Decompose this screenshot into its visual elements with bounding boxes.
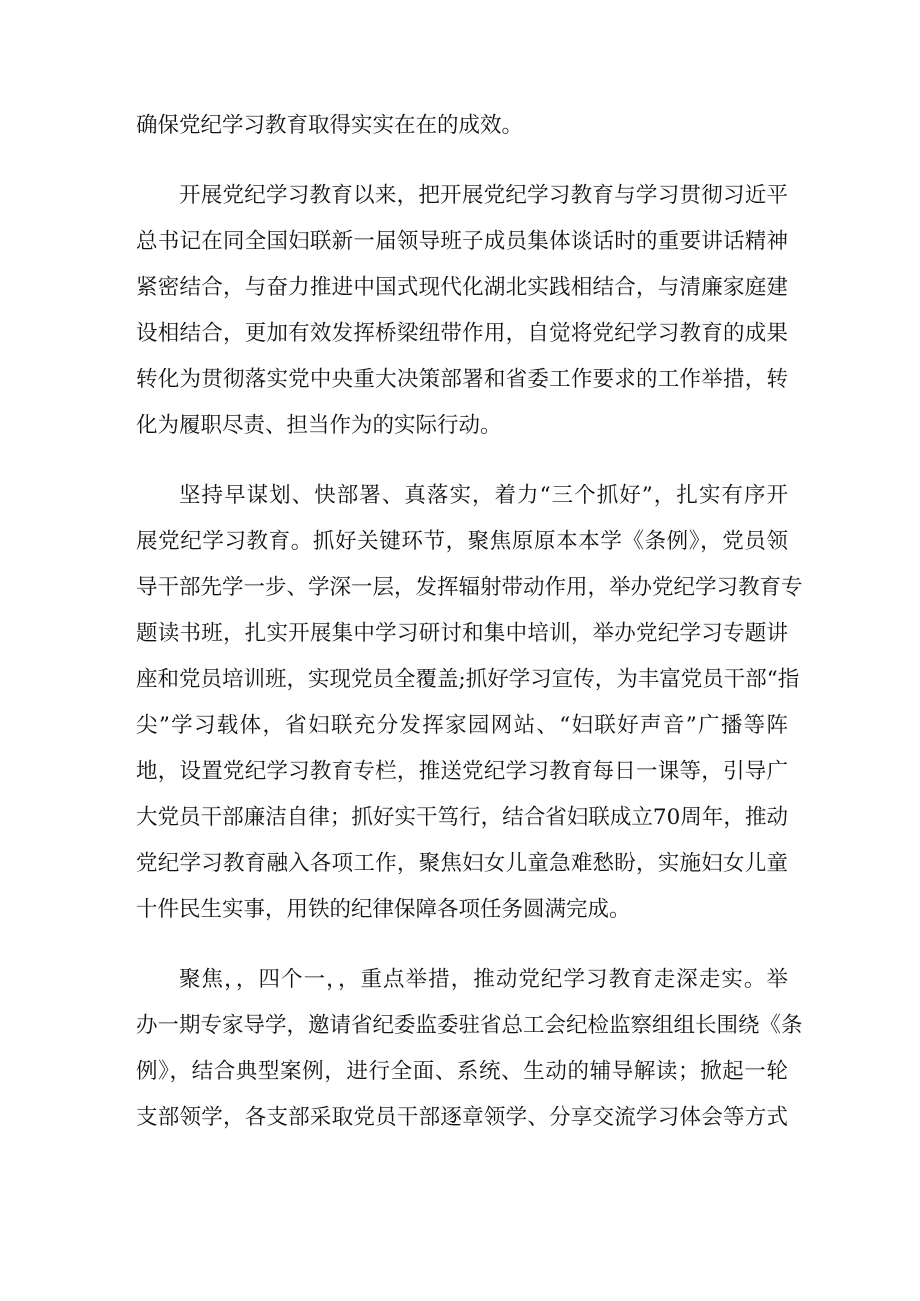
text-line: 例》，结合典型案例，进行全面、系统、生动的辅导解读；掀起一轮 <box>136 1059 788 1084</box>
text-line: 地，设置党纪学习教育专栏，推送党纪学习教育每日一课等，引导广 <box>136 759 788 784</box>
text-line: 转化为贯彻落实党中央重大决策部署和省委工作要求的工作举措，转 <box>136 367 788 392</box>
text-line: 展党纪学习教育。抓好关键环节，聚焦原原本本学《条例》，党员领 <box>136 529 788 554</box>
text-line: 题读书班，扎实开展集中学习研讨和集中培训，举办党纪学习专题讲 <box>136 621 788 646</box>
text-line: 开展党纪学习教育以来，把开展党纪学习教育与学习贯彻习近平 <box>179 183 788 208</box>
text-line: 座和党员培训班，实现党员全覆盖;抓好学习宣传，为丰富党员干部“指 <box>136 667 800 692</box>
document-body <box>136 103 803 1165</box>
text-line: 导干部先学一步、学深一层，发挥辐射带动作用，举办党纪学习教育专 <box>136 575 803 600</box>
paragraph-1 <box>136 103 788 149</box>
text-line: 办一期专家导学，邀请省纪委监委驻省总工会纪检监察组组长围绕《条 <box>136 1013 803 1038</box>
text-line: 化为履职尽责、担当作为的实际行动。 <box>136 413 502 438</box>
text-line: 十件民生实事，用铁的纪律保障各项任务圆满完成。 <box>136 897 631 922</box>
paragraph-4 <box>136 957 803 1141</box>
text-line: 大党员干部廉洁自律；抓好实干笃行，结合省妇联成立70周年，推动 <box>136 805 788 830</box>
paragraph-2 <box>136 173 788 449</box>
text-line: 确保党纪学习教育取得实实在在的成效。 <box>136 113 524 138</box>
text-line: 聚焦，，四个一，，重点举措，推动党纪学习教育走深走实。举 <box>179 967 788 992</box>
text-line: 党纪学习教育融入各项工作，聚焦妇女儿童急难愁盼，实施妇女儿童 <box>136 851 788 876</box>
text-line: 总书记在同全国妇联新一届领导班子成员集体谈话时的重要讲话精神 <box>136 229 788 254</box>
text-line: 设相结合，更加有效发挥桥梁纽带作用，自觉将党纪学习教育的成果 <box>136 321 788 346</box>
text-line: 尖”学习载体，省妇联充分发挥家园网站、“妇联好声音”广播等阵 <box>136 713 788 738</box>
text-line: 紧密结合，与奋力推进中国式现代化湖北实践相结合，与清廉家庭建 <box>136 275 788 300</box>
paragraph-3 <box>136 473 803 933</box>
text-line: 坚持早谋划、快部署、真落实，着力“三个抓好”，扎实有序开 <box>179 483 788 508</box>
text-line: 支部领学，各支部采取党员干部逐章领学、分享交流学习体会等方式 <box>136 1105 788 1130</box>
